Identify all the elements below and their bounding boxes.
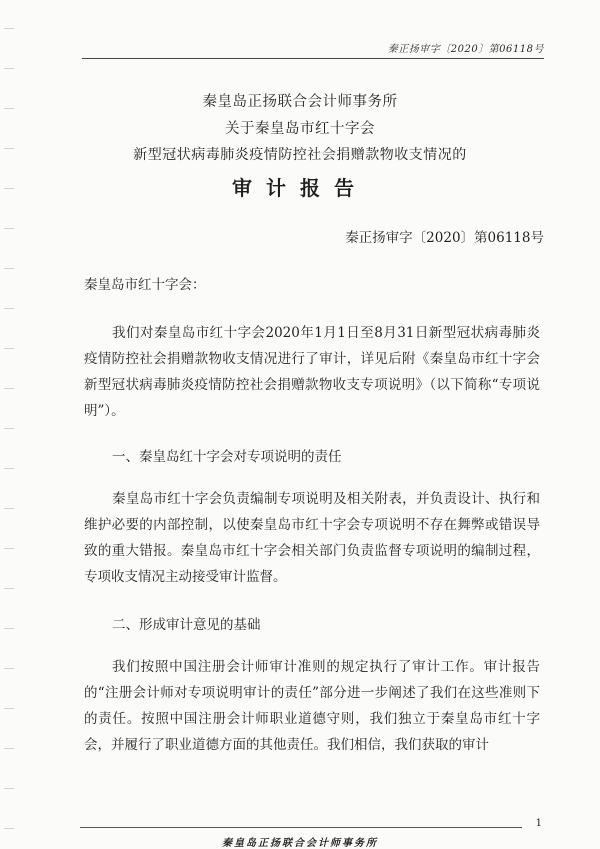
section1-body: 秦皇岛市红十字会负责编制专项说明及相关附表，并负责设计、执行和维护必要的内部控制，以使秦皇岛市红十字会专项说明不存在舞弊或错误导致的重大错报。秦皇岛市红十字会相关部门负责监督专项说明的编制过程，专项收支情况主动接受审计监督。 <box>84 491 540 585</box>
intro-paragraph: 我们对秦皇岛市红十字会2020年1月1日至8月31日新型冠状病毒肺炎疫情防控社会捐赠款物收支情况进行了审计，详见后附《秦皇岛市红十字会新型冠状病毒肺炎疫情防控社会捐赠款物收支专项说明》（以下简称“专项说明”）。 <box>84 325 540 419</box>
report-title: 审计报告 <box>232 176 368 200</box>
title-description: 新型冠状病毒肺炎疫情防控社会捐赠款物收支情况的 <box>133 147 467 163</box>
title-firm-name: 秦皇岛正扬联合会计师事务所 <box>202 94 398 110</box>
section2-body: 我们按照中国注册会计师审计准则的规定执行了审计工作。审计报告的“注册会计师对专项说明审计的责任”部分进一步阐述了我们在这些准则下的责任。按照中国注册会计师职业道德守则，我们独立于秦皇岛市红十字会，并履行了职业道德方面的其他责任。我们相信，我们获取的审计 <box>84 659 540 753</box>
title-subject: 关于秦皇岛市红十字会 <box>225 121 375 137</box>
header-reference-number: 秦正扬审字〔2020〕第06118号 <box>387 44 544 55</box>
section2-heading: 二、形成审计意见的基础 <box>112 617 261 633</box>
page-number: 1 <box>535 818 542 829</box>
footer-rule <box>80 827 522 828</box>
section1-heading: 一、秦皇岛红十字会对专项说明的责任 <box>112 449 342 465</box>
addressee: 秦皇岛市红十字会： <box>84 277 206 293</box>
document-number: 秦正扬审字〔2020〕第06118号 <box>345 230 544 246</box>
header-rule <box>82 58 544 59</box>
footer-firm-name: 秦皇岛正扬联合会计师事务所 <box>222 838 378 849</box>
